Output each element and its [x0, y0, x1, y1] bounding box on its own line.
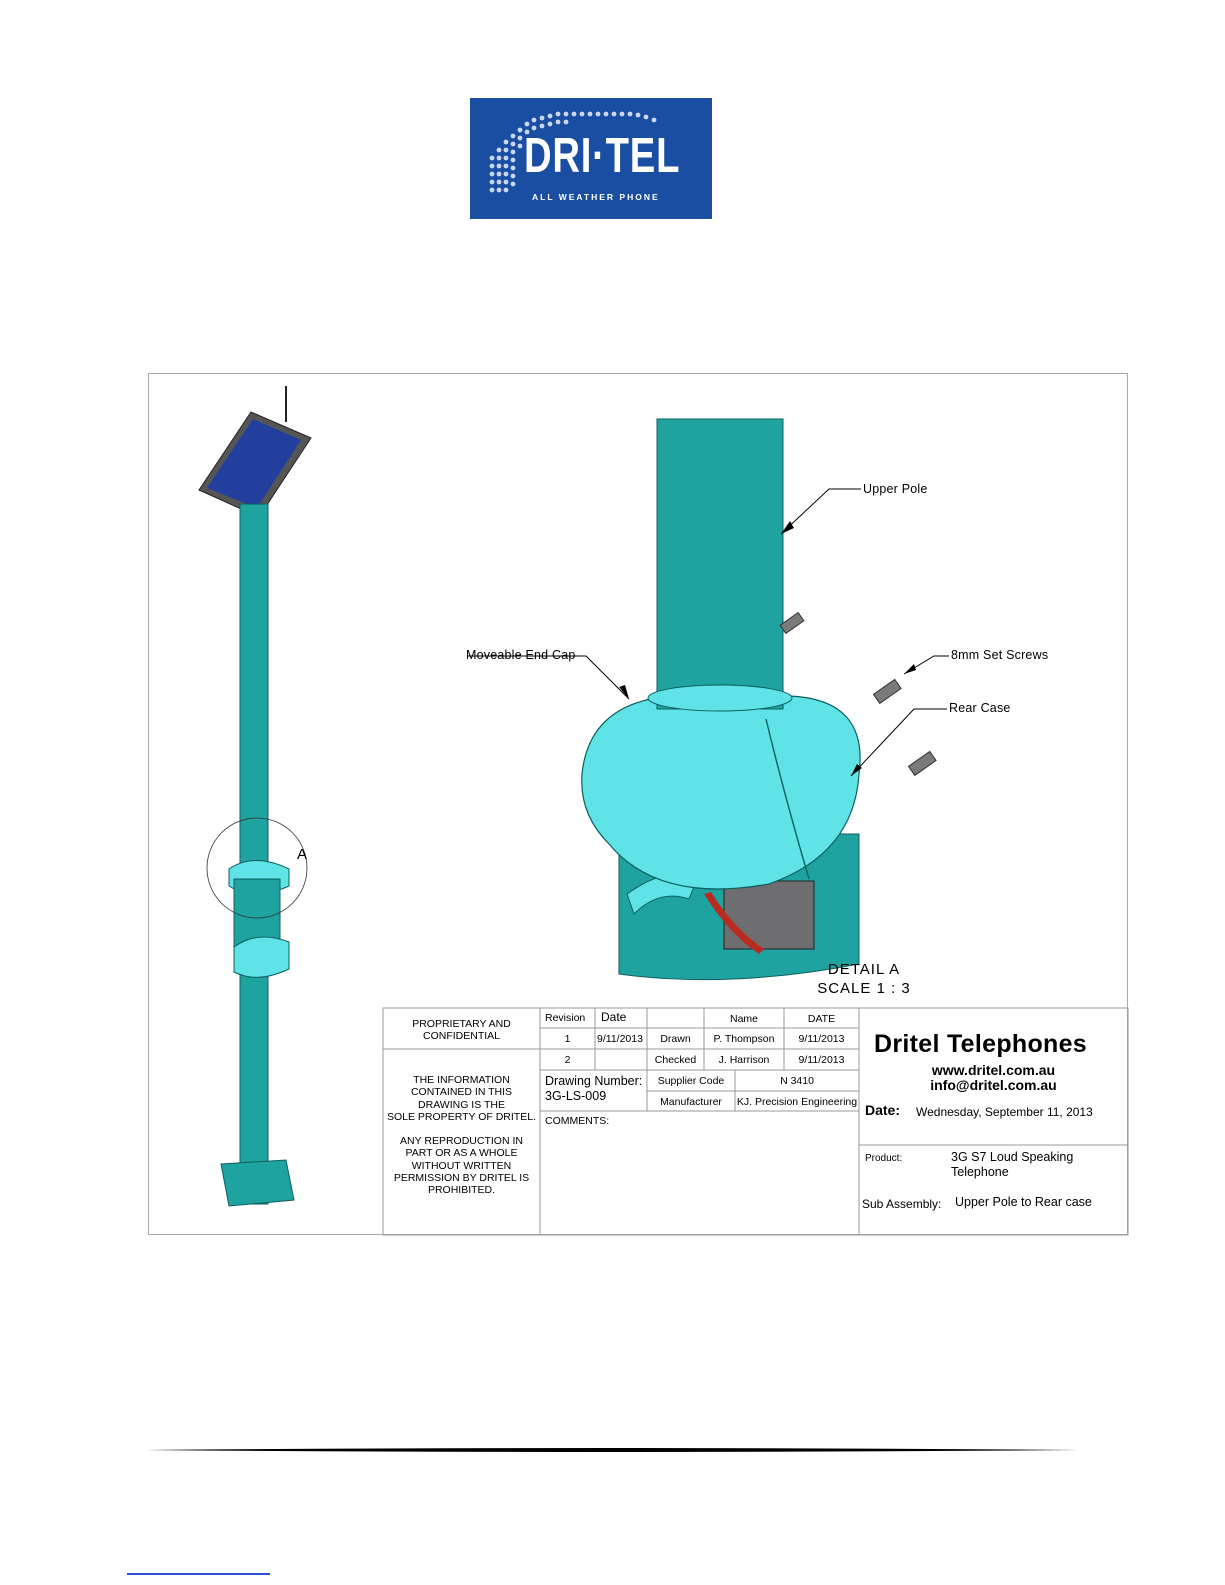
company-name: Dritel Telephones [874, 1030, 1088, 1058]
manufacturer: KJ. Precision Engineering [736, 1096, 858, 1108]
date-label: Date: [865, 1102, 901, 1118]
supplier-code: N 3410 [780, 1075, 814, 1087]
date2-header: DATE [807, 1013, 836, 1025]
callout-set-screws: 8mm Set Screws [951, 648, 1049, 662]
company-website: www.dritel.com.au [931, 1062, 1056, 1078]
drawn-label: Drawn [660, 1033, 691, 1045]
detail-scale: SCALE 1 : 3 [817, 980, 911, 997]
subassembly-label: Sub Assembly: [862, 1197, 942, 1211]
speaker-box-icon [724, 881, 814, 949]
drawn-date: 9/11/2013 [798, 1033, 845, 1045]
drawing-number-label: Drawing Number: [545, 1074, 643, 1088]
checked-label: Checked [654, 1054, 697, 1066]
manufacturer-label: Manufacturer [660, 1096, 722, 1108]
footer-rule [145, 1447, 1080, 1453]
checked-date: 9/11/2013 [798, 1054, 845, 1066]
dritel-logo [470, 98, 712, 219]
leader-end-cap [467, 656, 629, 699]
callout-end-cap: Moveable End Cap [466, 648, 576, 662]
detail-marker: A [297, 846, 308, 863]
name-header: Name [729, 1013, 758, 1025]
pole-rear-case [234, 879, 280, 947]
logo-brand: DRI·TEL [524, 129, 681, 183]
subassembly-value: Upper Pole to Rear case [955, 1195, 1092, 1209]
pole-lower-cap [234, 937, 289, 977]
proprietary-heading: PROPRIETARY AND CONFIDENTIAL [412, 1018, 511, 1042]
revision-1: 1 [564, 1033, 571, 1045]
product-label: Product: [865, 1153, 903, 1164]
leader-rear-case [851, 709, 947, 776]
drawn-name: P. Thompson [713, 1033, 775, 1045]
base-plate [221, 1160, 294, 1206]
product-value: 3G S7 Loud Speaking Telephone [951, 1150, 1074, 1179]
company-email: info@dritel.com.au [930, 1077, 1057, 1093]
pole-assembly [199, 386, 311, 1206]
pole-collar [648, 685, 792, 711]
revision-2: 2 [564, 1054, 571, 1066]
supplier-code-label: Supplier Code [657, 1075, 725, 1087]
logo-tagline: ALL WEATHER PHONE [532, 192, 660, 202]
revision-header: Revision [545, 1012, 586, 1024]
footer-link-underline[interactable] [127, 1573, 270, 1575]
upper-pole-icon [657, 419, 783, 709]
callout-upper-pole: Upper Pole [863, 482, 928, 496]
comments-label: COMMENTS: [545, 1115, 610, 1127]
proprietary-notice: THE INFORMATION CONTAINED IN THIS DRAWING IS THE SOLE PROPERTY OF DRITEL. ANY REPRODUCTION IN PART OR AS A WHOLE WITHOUT WRITTEN PERMISSION BY DRITEL IS PROHIBITED. [387, 1074, 536, 1197]
revision-1-date: 9/11/2013 [597, 1033, 643, 1045]
detail-title: DETAIL A [827, 961, 901, 978]
detail-a-view [467, 419, 949, 980]
callout-rear-case: Rear Case [949, 701, 1011, 715]
checked-name: J. Harrison [718, 1054, 770, 1066]
pole-shaft [240, 504, 268, 1204]
drawing-number: 3G-LS-009 [545, 1089, 607, 1103]
date-value: Wednesday, September 11, 2013 [916, 1105, 1093, 1119]
drawing-sheet [148, 373, 1128, 1235]
date-header: Date [601, 1010, 627, 1024]
